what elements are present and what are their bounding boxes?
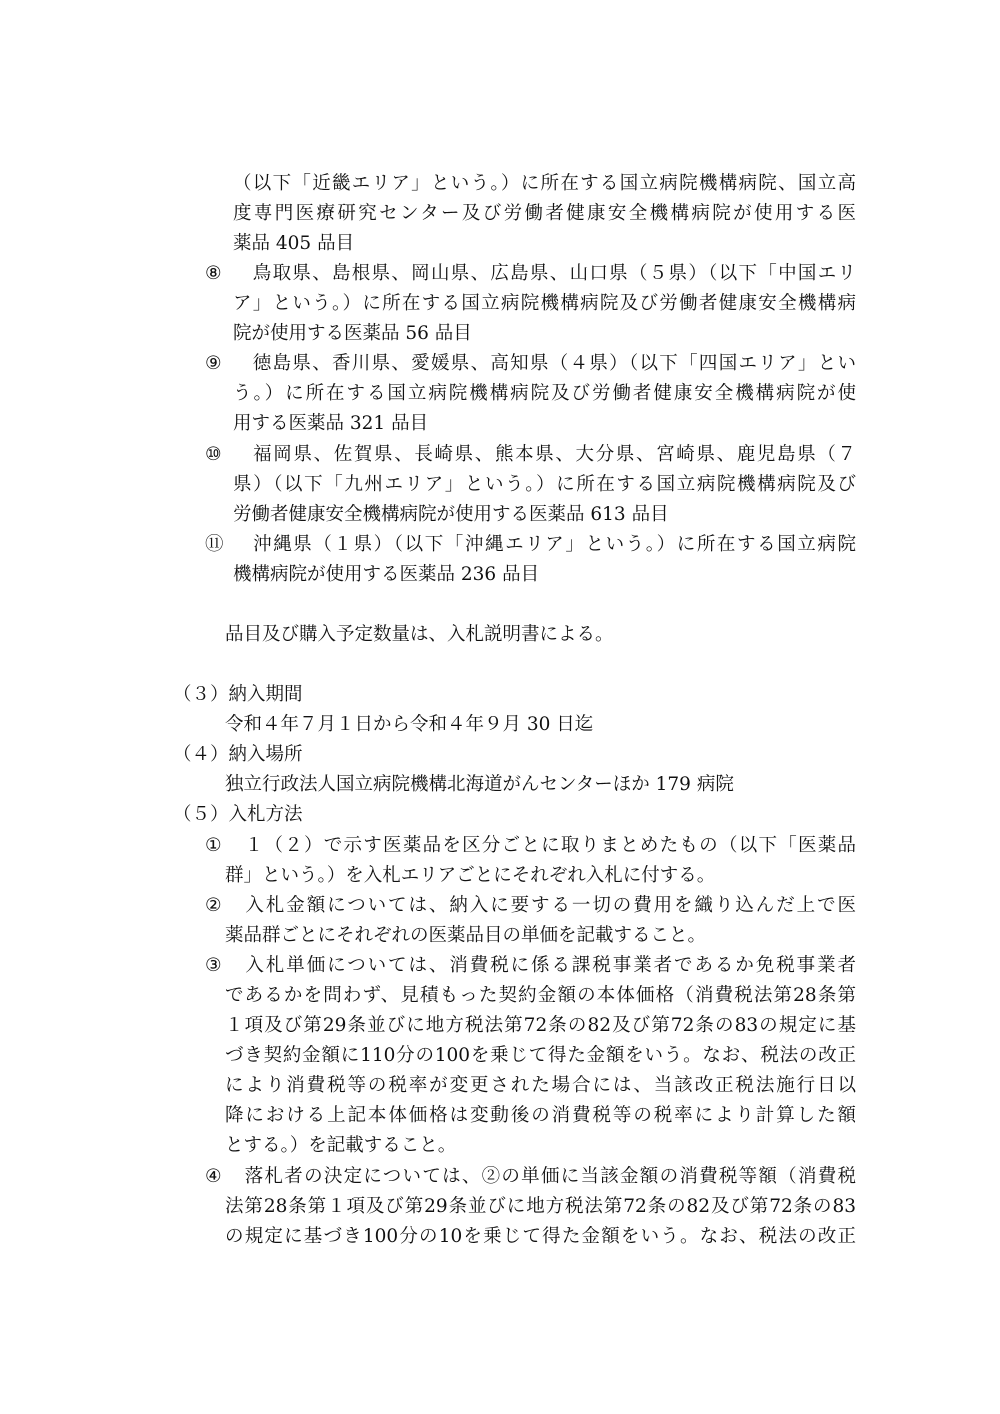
area-item-number: ⑪ [205,534,224,555]
area-item-number: ⑩ [205,444,222,465]
area-item-line: 機構病院が使用する医薬品 236 品目 [233,564,540,585]
area-item-line: 用する医薬品 321 品目 [233,413,429,434]
bid-item-line: 法第28条第１項及び第29条並びに地方税法第72条の82及び第72条の83 [225,1196,856,1217]
bid-item-line: により消費税等の税率が変更された場合には、当該改正税法施行日以 [225,1075,856,1096]
continuation-line: 薬品 405 品目 [233,233,355,254]
bid-item-line: とする。）を記載すること。 [225,1135,457,1156]
delivery-place-text: 独立行政法人国立病院機構北海道がんセンターほか 179 病院 [225,774,734,795]
area-item-line: ア」という。）に所在する国立病院機構病院及び労働者健康安全機構病 [233,293,856,314]
bid-item-line: １項及び第29条並びに地方税法第72条の82及び第72条の83の規定に基 [225,1015,856,1036]
section-heading-delivery-place: （４）納入場所 [173,744,303,765]
bid-item-line: 落札者の決定については、②の単価に当該金額の消費税等額（消費税 [225,1166,856,1187]
bid-item-line: 群」という。）を入札エリアごとにそれぞれ入札に付する。 [225,865,716,886]
bid-item-line: 降における上記本体価格は変動後の消費税等の税率により計算した額 [225,1105,856,1126]
bid-item-line: 入札単価については、消費税に係る課税事業者であるか免税事業者 [225,955,856,976]
bid-item-number: ③ [205,955,222,976]
area-item-line: 沖縄県（１県）（以下「沖縄エリア」という。）に所在する国立病院 [233,534,856,555]
bid-item-line: の規定に基づき100分の10を乗じて得た金額をいう。なお、税法の改正 [225,1226,856,1247]
bid-item-line: づき契約金額に110分の100を乗じて得た金額をいう。なお、税法の改正 [225,1045,856,1066]
area-item-line: 労働者健康安全機構病院が使用する医薬品 613 品目 [233,504,669,525]
area-item-line: 福岡県、佐賀県、長崎県、熊本県、大分県、宮崎県、鹿児島県（７ [233,444,856,465]
quantity-note: 品目及び購入予定数量は、入札説明書による。 [225,624,614,645]
bid-item-number: ② [205,895,222,916]
bid-item-line: １（２）で示す医薬品を区分ごとに取りまとめたもの（以下「医薬品 [225,835,856,856]
delivery-period-text: 令和４年７月１日から令和４年９月 30 日迄 [225,714,594,735]
bid-item-line: 入札金額については、納入に要する一切の費用を織り込んだ上で医 [225,895,856,916]
section-heading-delivery-period: （３）納入期間 [173,684,303,705]
area-item-line: う。）に所在する国立病院機構病院及び労働者健康安全機構病院が使 [233,383,856,404]
section-heading-bid-method: （５）入札方法 [173,804,303,825]
area-item-line: 徳島県、香川県、愛媛県、高知県（４県）（以下「四国エリア」とい [233,353,856,374]
area-item-line: 県）（以下「九州エリア」という。）に所在する国立病院機構病院及び [233,474,856,495]
area-item-line: 院が使用する医薬品 56 品目 [233,323,472,344]
bid-item-line: であるかを問わず、見積もった契約金額の本体価格（消費税法第28条第 [225,985,856,1006]
continuation-line: 度専門医療研究センター及び労働者健康安全機構病院が使用する医 [233,203,856,224]
continuation-line: （以下「近畿エリア」という。）に所在する国立病院機構病院、国立高 [233,173,856,194]
bid-item-number: ④ [205,1166,222,1187]
area-item-number: ⑨ [205,353,222,374]
bid-item-number: ① [205,835,222,856]
bid-item-line: 薬品群ごとにそれぞれの医薬品目の単価を記載すること。 [225,925,707,946]
area-item-number: ⑧ [205,263,222,284]
area-item-line: 鳥取県、島根県、岡山県、広島県、山口県（５県）（以下「中国エリ [233,263,856,284]
